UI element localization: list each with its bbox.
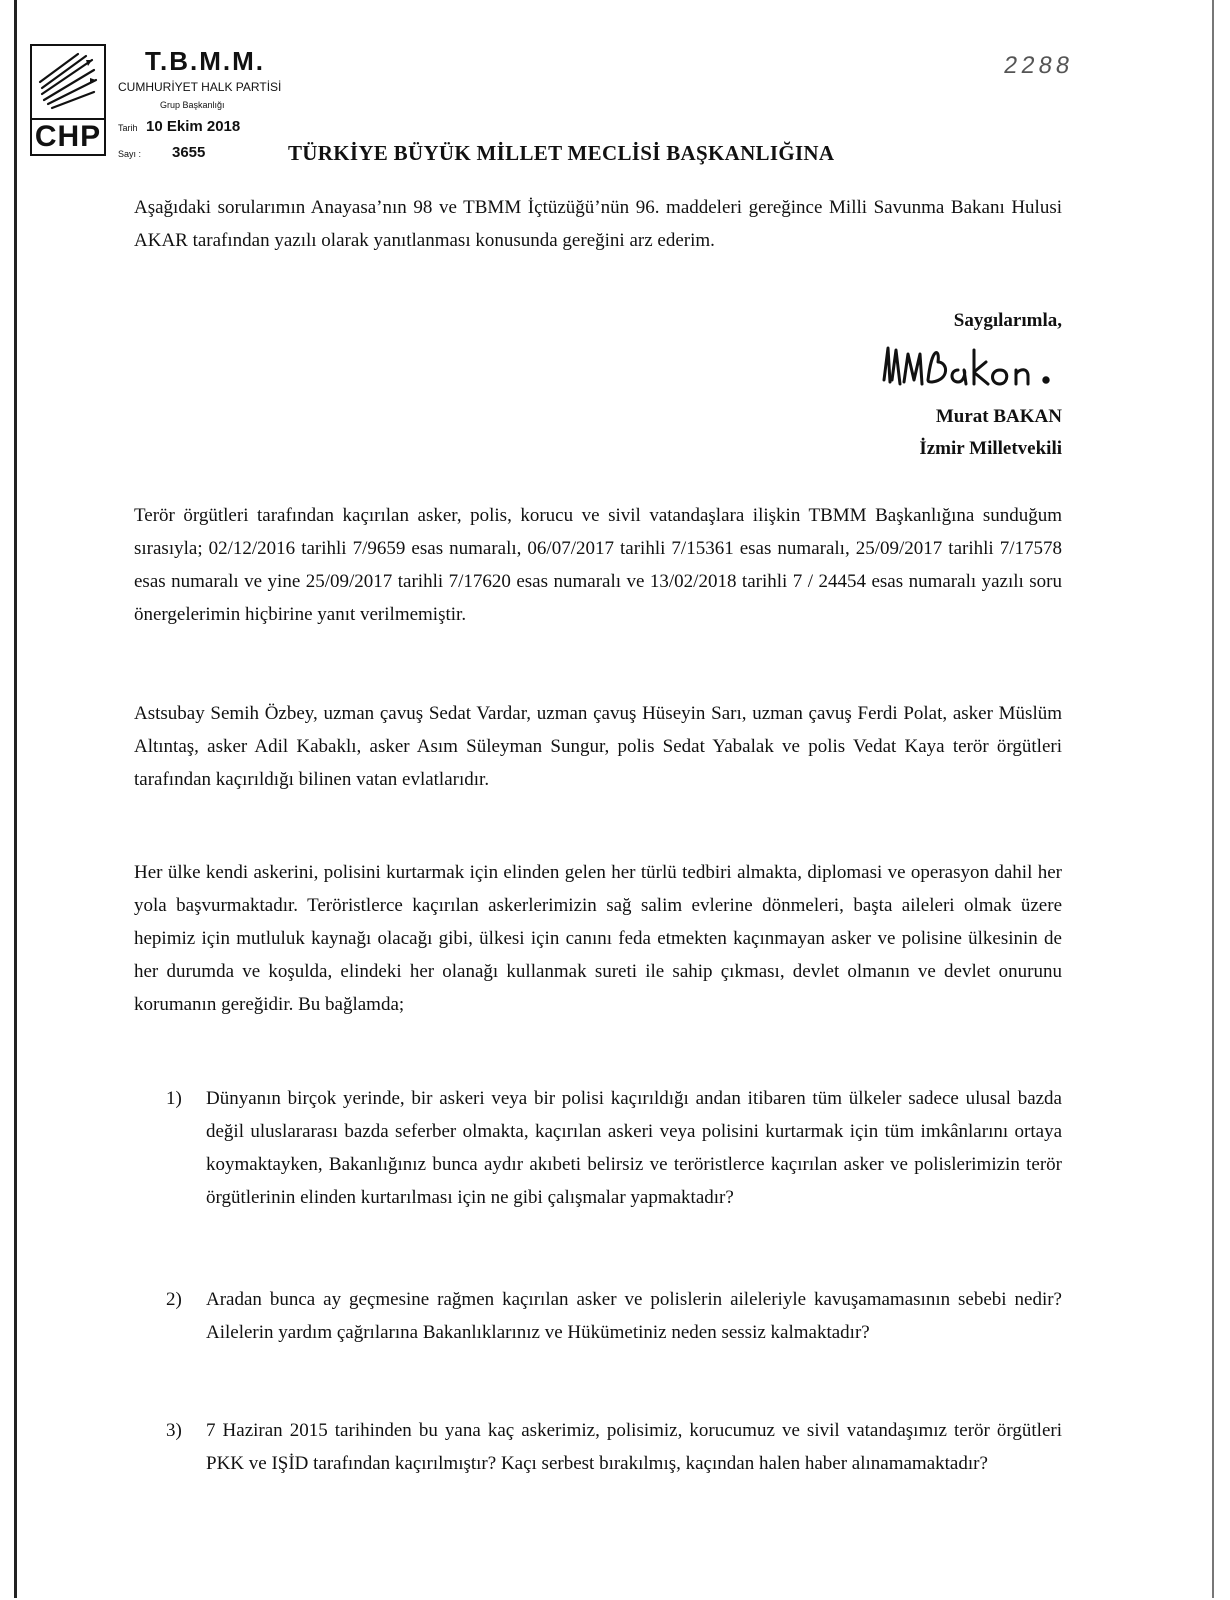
question-text: Aradan bunca ay geçmesine rağmen kaçırılan asker ve polislerin aileleriyle kavuşamamasının sebebi nedir? Ailelerin yardım çağrılarına Bakanlıklarınız ve Hükümetiniz neden sessiz kalmaktadır? <box>206 1289 1062 1343</box>
six-arrows-icon <box>32 46 104 120</box>
party-name: CUMHURİYET HALK PARTİSİ <box>118 80 282 94</box>
sender-title: İzmir Milletvekili <box>919 438 1062 459</box>
paragraph-previous-motions: Terör örgütleri tarafından kaçırılan asker, polis, korucu ve sivil vatandaşlara ilişkin TBMM Başkanlığına sunduğum sırasıyla; 02/12/2016 tarihli 7/9659 esas numaralı, 06/07/2017 tarihli 7/15361 esas numaralı, 25/09/2017 tarihli 7/17578 esas numaralı ve yine 25/09/2017 tarihli 7/17620 esas numaralı ve 13/02/2018 tarihli 7 / 24454 esas numaralı yazılı soru önergelerimin hiçbirine yanıt verilmemiştir. <box>134 505 1062 625</box>
paragraph-state-duty: Her ülke kendi askerini, polisini kurtarmak için elinden gelen her türlü tedbiri almakta, diplomasi ve operasyon dahil her yola başvurmaktadır. Teröristlerce kaçırılan askerlerimizin sağ salim evlerine dönmeleri, başta aileleri olmak üzere hepimiz için mutluluk kaynağı olacağı gibi, ülkesi için canını feda etmekten kaçınmayan asker ve polisine ülkesinin de her durumda ve koşulda, elindeki her olanağı kullanmak sureti ile sahip çıkması, devlet olmanın ve devlet onurunu korumanın gereğidir. Bu bağlamda; <box>134 862 1062 1015</box>
handwritten-signature <box>878 340 1118 406</box>
question-number: 1) <box>166 1088 182 1109</box>
number-value: 3655 <box>172 144 206 161</box>
addressee-heading: TÜRKİYE BÜYÜK MİLLET MECLİSİ BAŞKANLIĞINA <box>288 141 835 165</box>
org-title: T.B.M.M. <box>145 46 265 76</box>
paragraph-kidnapped-names: Astsubay Semih Özbey, uzman çavuş Sedat Vardar, uzman çavuş Hüseyin Sarı, uzman çavuş Ferdi Polat, asker Müslüm Altıntaş, asker Adil Kabaklı, asker Asım Süleyman Sungur, polis Sedat Yabalak ve polis Vedat Kaya terör örgütleri tarafından kaçırıldığı bilinen vatan evlatlarıdır. <box>134 703 1062 790</box>
greeting: Saygılarımla, <box>953 310 1062 331</box>
logo-text: CHP <box>34 120 102 153</box>
question-number: 3) <box>166 1420 182 1441</box>
intro-paragraph: Aşağıdaki sorularımın Anayasa’nın 98 ve TBMM İçtüzüğü’nün 96. maddeleri gereğince Milli Savunma Bakanı Hulusi AKAR tarafından yazılı olarak yanıtlanması konusunda gereğini arz ederim. <box>134 197 1062 251</box>
number-label: Sayı : <box>118 149 142 159</box>
date-label: Tarih <box>118 123 138 133</box>
chp-logo <box>30 44 106 156</box>
sender-name: Murat BAKAN <box>935 406 1062 427</box>
number-row <box>118 144 205 162</box>
group-name: Grup Başkanlığı <box>160 100 225 110</box>
document-stamp-number: 2288 <box>1002 52 1076 79</box>
question-text: Dünyanın birçok yerinde, bir askeri veya bir polisi kaçırıldığı andan itibaren tüm ülkeler sadece ulusal bazda değil uluslararası bazda seferber olmakta, kaçırılan askeri veya polisini kurtarmak için tüm imkânlarını ortaya koymaktayken, Bakanlığınız bunca aydır akıbeti belirsiz ve teröristlerce kaçırılan asker ve polislerimizin terör örgütlerinin elinden kurtarılması için ne gibi çalışmalar yapmaktadır? <box>206 1088 1062 1208</box>
question-text: 7 Haziran 2015 tarihinden bu yana kaç askerimiz, polisimiz, korucumuz ve sivil vatandaşımız terör örgütleri PKK ve IŞİD tarafından kaçırılmıştır? Kaçı serbest bırakılmış, kaçından halen haber alınamamaktadır? <box>206 1420 1062 1474</box>
date-value: 10 Ekim 2018 <box>146 118 241 135</box>
question-number: 2) <box>166 1289 182 1310</box>
date-row <box>118 118 240 136</box>
